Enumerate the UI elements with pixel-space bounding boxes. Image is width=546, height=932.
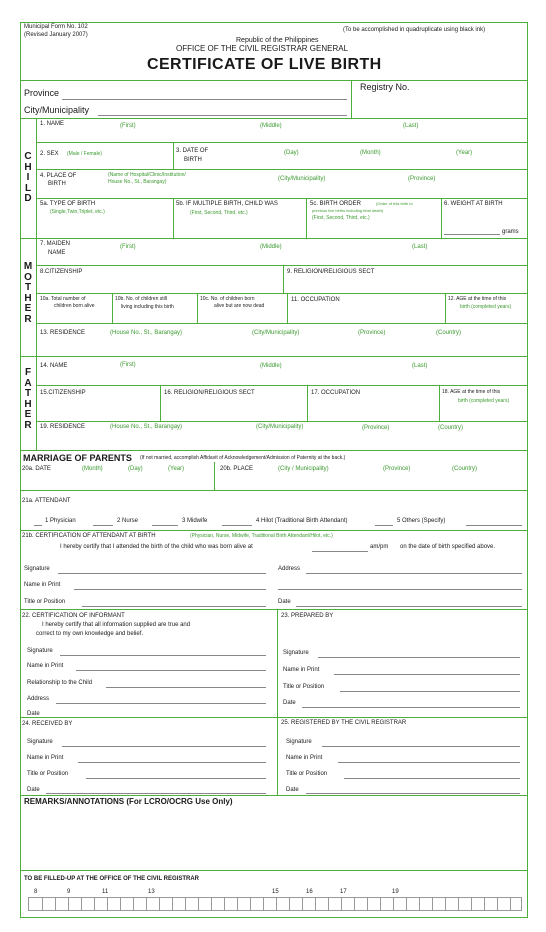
registry-label: Registry No. — [360, 82, 410, 92]
office-code-cell[interactable] — [393, 898, 394, 910]
office-code-cell[interactable] — [172, 898, 173, 910]
city-label: City/Municipality — [24, 105, 90, 115]
remarks-title: REMARKS/ANNOTATIONS (For LCRO/OCRG Use Only) — [24, 797, 233, 806]
registered-title: 25. REGISTERED BY THE CIVIL REGISTRAR — [281, 720, 407, 726]
attendant-cert-title: 21b. CERTIFICATION OF ATTENDANT AT BIRTH — [22, 533, 156, 539]
office-code-cell[interactable] — [237, 898, 238, 910]
office-name: OFFICE OF THE CIVIL REGISTRAR GENERAL — [176, 44, 349, 53]
office-code-cell[interactable] — [354, 898, 355, 910]
office-code-cell[interactable] — [107, 898, 108, 910]
office-code-cell[interactable] — [289, 898, 290, 910]
mother-section-label: M O T H E R — [23, 261, 33, 325]
office-code-cell[interactable] — [471, 898, 472, 910]
office-code-cell[interactable] — [133, 898, 134, 910]
father-section-label: F A T H E R — [24, 367, 32, 431]
office-code-cell[interactable] — [432, 898, 433, 910]
office-code-cell[interactable] — [68, 898, 69, 910]
office-code-cell[interactable] — [81, 898, 82, 910]
office-code-cell[interactable] — [120, 898, 121, 910]
marriage-title: MARRIAGE OF PARENTS — [23, 453, 132, 463]
office-use-title: TO BE FILLED-UP AT THE OFFICE OF THE CIVIL REGISTRAR — [24, 876, 200, 882]
received-title: 24. RECEIVED BY — [22, 721, 73, 727]
office-code-cell[interactable] — [250, 898, 251, 910]
office-code-cell[interactable] — [341, 898, 342, 910]
ink-note: (To be accomplished in quadruplicate using black ink) — [343, 27, 486, 33]
republic: Republic of the Philippines — [236, 37, 319, 44]
office-code-boxes[interactable] — [28, 897, 522, 911]
office-code-cell[interactable] — [198, 898, 199, 910]
office-code-cell[interactable] — [94, 898, 95, 910]
office-code-cell[interactable] — [55, 898, 56, 910]
office-code-cell[interactable] — [315, 898, 316, 910]
form-number: Municipal Form No. 102 — [24, 24, 88, 30]
office-code-cell[interactable] — [211, 898, 212, 910]
office-code-cell[interactable] — [510, 898, 511, 910]
office-code-cell[interactable] — [458, 898, 459, 910]
form-revised: (Revised January 2007) — [24, 32, 88, 38]
office-code-cell[interactable] — [146, 898, 147, 910]
office-code-cell[interactable] — [497, 898, 498, 910]
prepared-title: 23. PREPARED BY — [281, 613, 334, 619]
office-code-cell[interactable] — [159, 898, 160, 910]
province-label: Province — [24, 88, 60, 98]
office-code-cell[interactable] — [484, 898, 485, 910]
office-code-cell[interactable] — [445, 898, 446, 910]
office-code-cell[interactable] — [276, 898, 277, 910]
child-sex-label: 2. SEX — [40, 151, 59, 157]
office-code-cell[interactable] — [406, 898, 407, 910]
office-code-cell[interactable] — [263, 898, 264, 910]
office-code-cell[interactable] — [42, 898, 43, 910]
informant-title: 22. CERTIFICATION OF INFORMANT — [22, 613, 125, 619]
page-title: CERTIFICATE OF LIVE BIRTH — [147, 56, 382, 73]
child-section-label: C H I L D — [24, 151, 32, 204]
office-code-cell[interactable] — [380, 898, 381, 910]
office-code-cell[interactable] — [419, 898, 420, 910]
child-name-label: 1. NAME — [40, 121, 65, 127]
office-code-cell[interactable] — [185, 898, 186, 910]
attendant-title: 21a. ATTENDANT — [22, 498, 71, 504]
office-code-cell[interactable] — [367, 898, 368, 910]
office-code-cell[interactable] — [302, 898, 303, 910]
office-code-cell[interactable] — [224, 898, 225, 910]
office-code-cell[interactable] — [328, 898, 329, 910]
